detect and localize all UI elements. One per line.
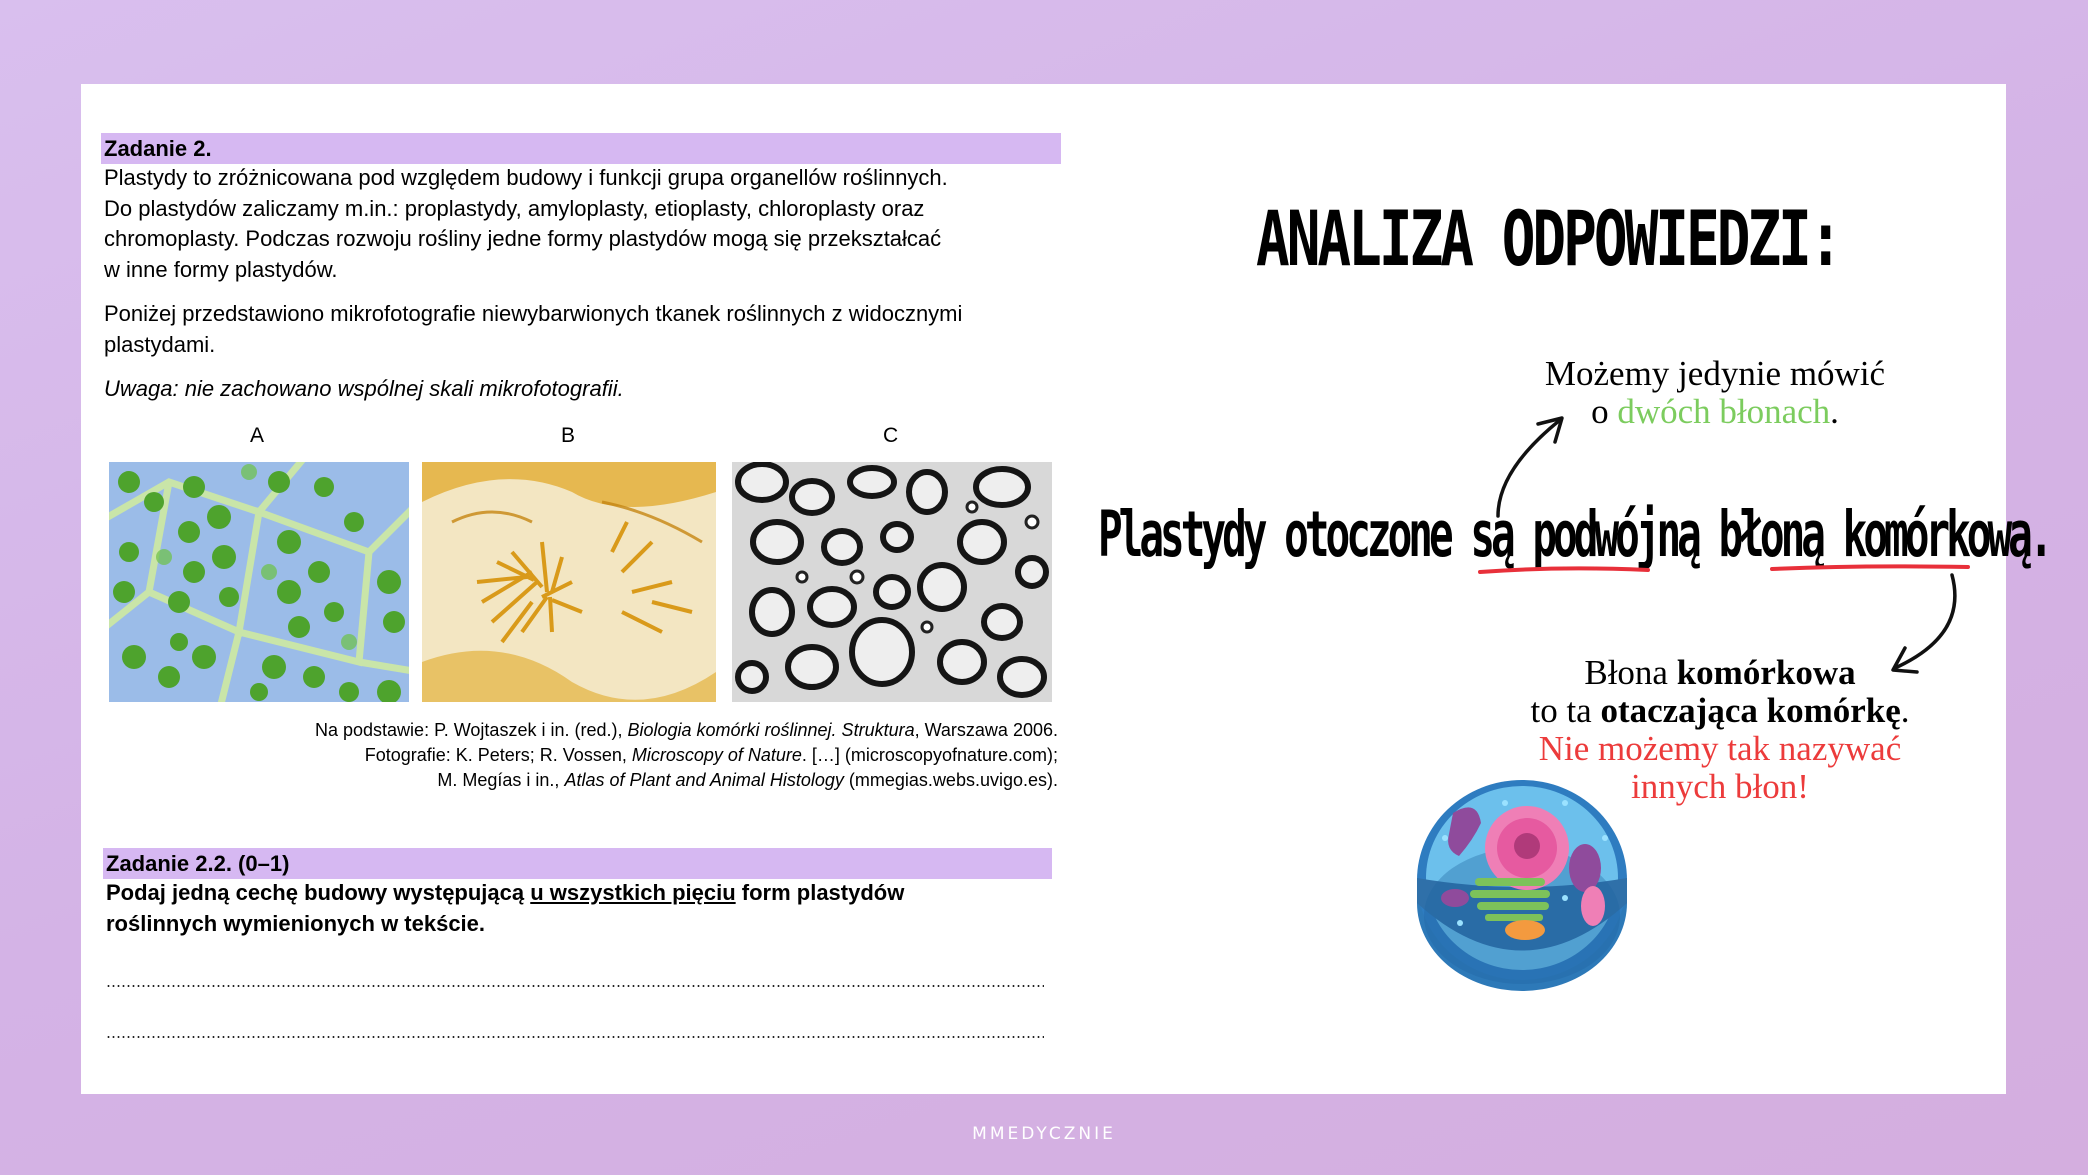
arrow-up-icon (1498, 420, 1560, 516)
question-line: roślinnych wymienionych w tekście. (106, 910, 486, 936)
note-line: to ta otaczająca komórkę. (1530, 691, 1910, 730)
highlight-cell: komórkową (1842, 497, 2029, 572)
intro-line: chromoplasty. Podczas rozwoju rośliny jedne formy plastydów mogą się przekształcać (104, 226, 942, 251)
highlight-double: podwójną (1532, 497, 1698, 572)
analysis-statement: Plastydy otoczone są podwójną błoną komórkową. (1098, 497, 2050, 572)
photo-label-c: C (883, 424, 899, 447)
note-line: innych błon! (1631, 767, 1809, 806)
underline-double (1480, 568, 1648, 572)
underline-cell (1772, 566, 1968, 569)
intro-line: Do plastydów zaliczamy m.in.: proplastydy, amyloplasty, etioplasty, chloroplasty oraz (104, 195, 925, 221)
photo-label-a: A (250, 424, 265, 447)
intro-line: Plastydy to zróżnicowana pod względem budowy i funkcji grupa organellów roślinnych. (104, 165, 948, 190)
analysis-title: ANALIZA ODPOWIEDZI: (1256, 196, 1840, 284)
question-line: Podaj jedną cechę budowy występującą u wszystkich pięciu form plastydów (106, 880, 905, 905)
intro-line: w inne formy plastydów. (104, 256, 338, 282)
animal-cell-icon (1415, 778, 1630, 993)
subtask-header: Zadanie 2.2. (0–1) (103, 848, 1052, 879)
photo-intro-line: plastydami. (104, 331, 216, 357)
note-line: o dwóch błonach. (1591, 392, 1839, 431)
source-line: Fotografie: K. Peters; R. Vossen, Microscopy of Nature. […] (microscopyofnature.com); (364, 745, 1058, 765)
source-line: M. Megías i in., Atlas of Plant and Animal Histology (mmegias.webs.uvigo.es). (437, 770, 1058, 790)
note-line: Nie możemy tak nazywać (1538, 729, 1902, 768)
photo-intro-line: Poniżej przedstawiono mikrofotografie niewybarwionych tkanek roślinnych z widocznymi (104, 301, 963, 326)
note-line: Możemy jedynie mówić (1544, 354, 1886, 393)
footer-brand: MMEDYCZNIE (972, 1124, 1116, 1144)
scale-note: Uwaga: nie zachowano wspólnej skali mikrofotografii. (104, 376, 624, 401)
photo-label-b: B (561, 424, 576, 447)
note-line: Błona komórkowa (1584, 653, 1856, 692)
source-line: Na podstawie: P. Wojtaszek i in. (red.), Biologia komórki roślinnej. Struktura, Warszawa 2006. (315, 720, 1058, 740)
task-header: Zadanie 2. (101, 133, 1061, 164)
